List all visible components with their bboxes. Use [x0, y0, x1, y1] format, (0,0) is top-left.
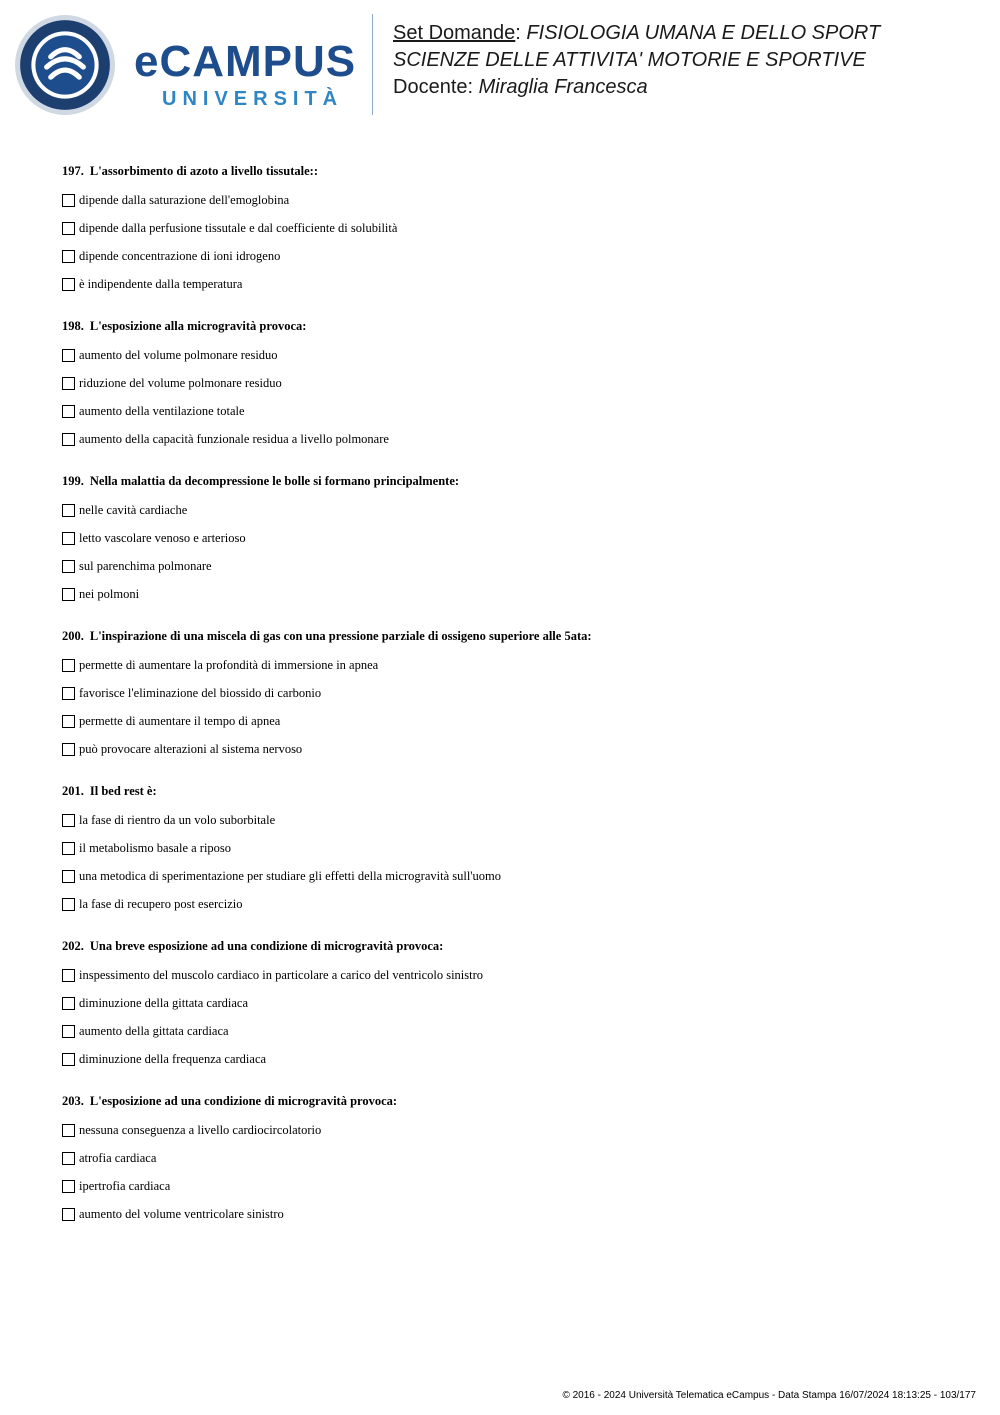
answer-option[interactable] [62, 425, 962, 453]
answer-option[interactable] [62, 961, 962, 989]
answer-checkbox[interactable] [62, 349, 75, 362]
question-title [62, 627, 962, 645]
question-title [62, 472, 962, 490]
course-name: FISIOLOGIA UMANA E DELLO SPORT [526, 22, 881, 44]
answer-text: permette di aumentare la profondità di immersione in apnea [79, 657, 379, 672]
question-title [62, 317, 962, 335]
logo-sub-text: UNIVERSITÀ [162, 88, 344, 110]
answer-text: inspessimento del muscolo cardiaco in particolare a carico del ventricolo sinistro [79, 967, 484, 982]
answer-checkbox[interactable] [62, 194, 75, 207]
answer-text: aumento del volume polmonare residuo [79, 347, 278, 362]
program-line [393, 47, 880, 74]
answer-option[interactable] [62, 552, 962, 580]
question [62, 1092, 962, 1228]
answer-checkbox[interactable] [62, 1025, 75, 1038]
answer-checkbox[interactable] [62, 814, 75, 827]
answer-checkbox[interactable] [62, 715, 75, 728]
answer-option[interactable] [62, 580, 962, 608]
answer-checkbox[interactable] [62, 1208, 75, 1221]
question-text: L'assorbimento di azoto a livello tissutale:: [89, 164, 318, 178]
question-title [62, 162, 962, 180]
answer-option[interactable] [62, 834, 962, 862]
answer-checkbox[interactable] [62, 405, 75, 418]
question-number: 202. [62, 939, 84, 953]
teacher-line: Docente: Miraglia Francesca [393, 76, 648, 98]
answer-option[interactable] [62, 186, 962, 214]
answer-option[interactable] [62, 1116, 962, 1144]
answer-text: favorisce l'eliminazione del biossido di carbonio [79, 685, 322, 700]
answer-text: aumento della gittata cardiaca [79, 1023, 229, 1038]
question-text: Una breve esposizione ad una condizione di microgravità provoca: [89, 939, 444, 953]
question-number: 197. [62, 164, 84, 178]
question-text: L'esposizione alla microgravità provoca: [89, 319, 307, 333]
answer-text: diminuzione della gittata cardiaca [79, 995, 249, 1010]
answer-option[interactable] [62, 270, 962, 298]
answer-checkbox[interactable] [62, 997, 75, 1010]
answer-checkbox[interactable] [62, 1124, 75, 1137]
answer-checkbox[interactable] [62, 1180, 75, 1193]
teacher-label: Docente [393, 76, 468, 98]
question [62, 937, 962, 1073]
answer-text: una metodica di sperimentazione per studiare gli effetti della microgravità sull'uomo [79, 868, 502, 883]
course-meta [393, 20, 880, 101]
question-number: 199. [62, 474, 84, 488]
answer-checkbox[interactable] [62, 1152, 75, 1165]
answer-checkbox[interactable] [62, 532, 75, 545]
question [62, 317, 962, 453]
answer-text: può provocare alterazioni al sistema nervoso [79, 741, 303, 756]
answer-checkbox[interactable] [62, 433, 75, 446]
answer-option[interactable] [62, 524, 962, 552]
question-number: 198. [62, 319, 84, 333]
answer-checkbox[interactable] [62, 870, 75, 883]
answer-text: la fase di recupero post esercizio [79, 896, 243, 911]
course-line: Set Domande: FISIOLOGIA UMANA E DELLO SPORT [393, 22, 881, 44]
answer-checkbox[interactable] [62, 1053, 75, 1066]
answer-option[interactable] [62, 651, 962, 679]
answer-option[interactable] [62, 890, 962, 918]
answer-text: è indipendente dalla temperatura [79, 276, 243, 291]
teacher-name: Miraglia Francesca [478, 76, 648, 98]
question-title [62, 1092, 962, 1110]
answer-text: sul parenchima polmonare [79, 558, 212, 573]
page-footer: © 2016 - 2024 Università Telematica eCampus - Data Stampa 16/07/2024 18:13:25 - 103/177 [562, 1390, 976, 1401]
answer-checkbox[interactable] [62, 377, 75, 390]
question-text: L'inspirazione di una miscela di gas con una pressione parziale di ossigeno superiore alle 5ata: [89, 629, 592, 643]
answer-text: aumento del volume ventricolare sinistro [79, 1206, 284, 1221]
answer-text: ipertrofia cardiaca [79, 1178, 171, 1193]
question [62, 472, 962, 608]
answer-option[interactable] [62, 1200, 962, 1228]
answer-option[interactable] [62, 1144, 962, 1172]
program-name: SCIENZE DELLE ATTIVITA' MOTORIE E SPORTIVE [393, 49, 866, 71]
answer-checkbox[interactable] [62, 560, 75, 573]
question-text: Nella malattia da decompressione le bolle si formano principalmente: [89, 474, 460, 488]
question-text: Il bed rest è: [89, 784, 157, 798]
answer-option[interactable] [62, 341, 962, 369]
answer-text: permette di aumentare il tempo di apnea [79, 713, 281, 728]
answer-checkbox[interactable] [62, 969, 75, 982]
question [62, 782, 962, 918]
question-text: L'esposizione ad una condizione di microgravità provoca: [89, 1094, 398, 1108]
answer-text: nelle cavità cardiache [79, 502, 188, 517]
answer-checkbox[interactable] [62, 842, 75, 855]
answer-checkbox[interactable] [62, 743, 75, 756]
answer-option[interactable] [62, 1017, 962, 1045]
answer-checkbox[interactable] [62, 687, 75, 700]
answer-option[interactable] [62, 1172, 962, 1200]
answer-option[interactable] [62, 707, 962, 735]
answer-option[interactable] [62, 862, 962, 890]
answer-option[interactable] [62, 806, 962, 834]
answer-checkbox[interactable] [62, 278, 75, 291]
answer-option[interactable] [62, 369, 962, 397]
question-number: 201. [62, 784, 84, 798]
answer-checkbox[interactable] [62, 222, 75, 235]
answer-checkbox[interactable] [62, 898, 75, 911]
answer-text: atrofia cardiaca [79, 1150, 157, 1165]
page-header [0, 0, 1000, 130]
answer-option[interactable] [62, 242, 962, 270]
answer-text: la fase di rientro da un volo suborbitale [79, 812, 276, 827]
ecampus-seal-logo [14, 14, 116, 116]
answer-option[interactable] [62, 989, 962, 1017]
answer-text: il metabolismo basale a riposo [79, 840, 232, 855]
answer-checkbox[interactable] [62, 588, 75, 601]
answer-checkbox[interactable] [62, 659, 75, 672]
answer-text: dipende dalla saturazione dell'emoglobina [79, 192, 290, 207]
logo-brand-text: eCAMPUS [134, 37, 357, 86]
question-title [62, 782, 962, 800]
answer-text: aumento della ventilazione totale [79, 403, 245, 418]
answer-text: diminuzione della frequenza cardiaca [79, 1051, 267, 1066]
answer-text: aumento della capacità funzionale residua a livello polmonare [79, 431, 389, 446]
answer-checkbox[interactable] [62, 504, 75, 517]
answer-option[interactable] [62, 679, 962, 707]
question-number: 200. [62, 629, 84, 643]
answer-option[interactable] [62, 735, 962, 763]
answer-text: nessuna conseguenza a livello cardiocircolatorio [79, 1122, 322, 1137]
question [62, 162, 962, 298]
answer-text: nei polmoni [79, 586, 140, 601]
header-divider [372, 14, 373, 115]
answer-option[interactable] [62, 397, 962, 425]
answer-option[interactable] [62, 214, 962, 242]
question-number: 203. [62, 1094, 84, 1108]
answer-text: letto vascolare venoso e arterioso [79, 530, 246, 545]
answer-text: dipende dalla perfusione tissutale e dal coefficiente di solubilità [79, 220, 398, 235]
answer-text: riduzione del volume polmonare residuo [79, 375, 282, 390]
answer-option[interactable] [62, 1045, 962, 1073]
answer-text: dipende concentrazione di ioni idrogeno [79, 248, 281, 263]
answer-option[interactable] [62, 496, 962, 524]
answer-checkbox[interactable] [62, 250, 75, 263]
set-label: Set Domande [393, 22, 516, 44]
question-list [62, 162, 962, 1247]
question [62, 627, 962, 763]
question-title [62, 937, 962, 955]
ecampus-wordmark [134, 37, 357, 111]
